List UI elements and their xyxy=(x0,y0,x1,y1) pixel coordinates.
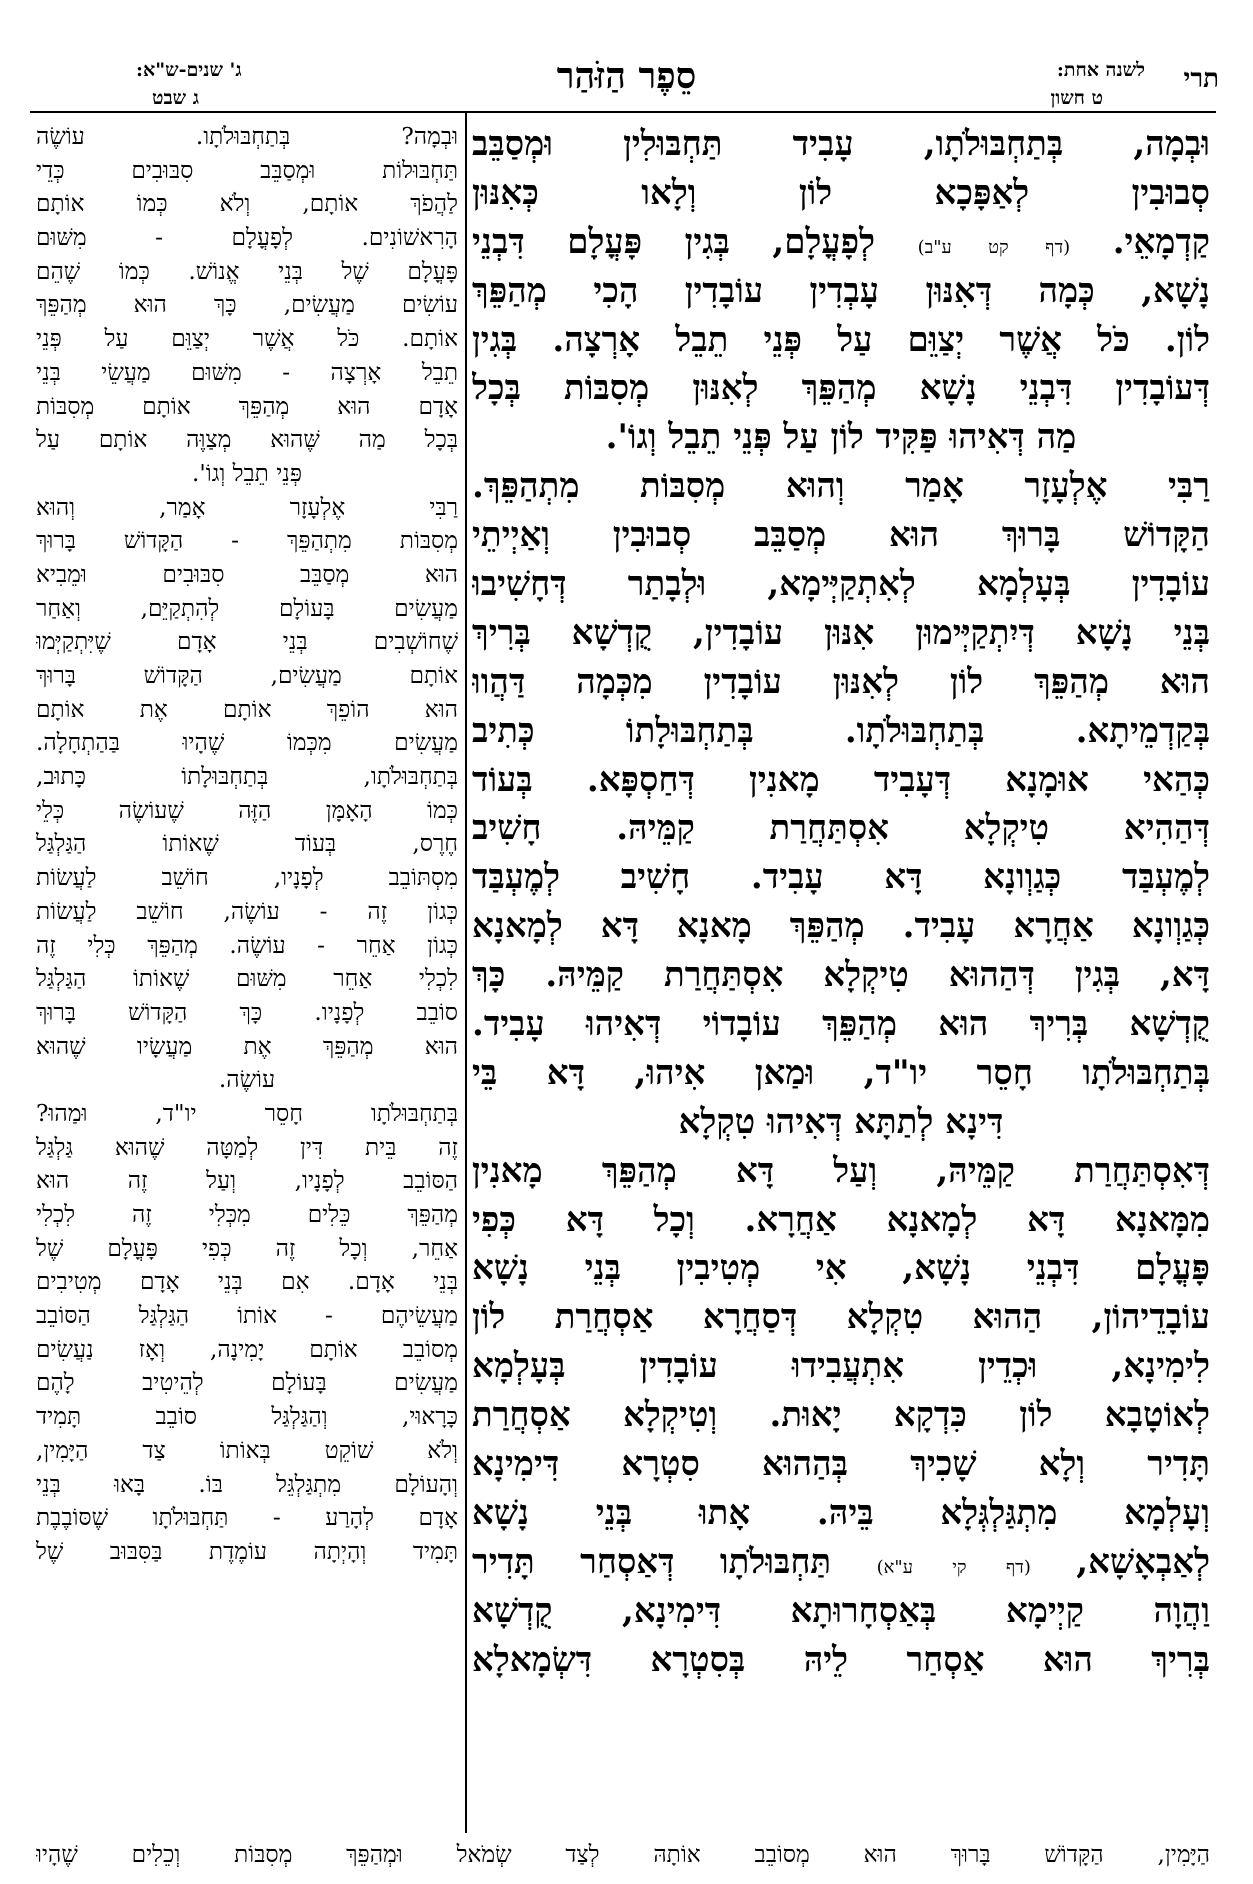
translation-line: אַחֵר, וְכָל זֶה כְּפִי פָּעֳלָם שֶׁל xyxy=(36,1234,458,1262)
translation-line: חֶרֶס, בְּעוֹד שֶׁאוֹתוֹ הַגַּלְגַּל xyxy=(36,830,458,858)
main-line-text: לוֹן. כֹּל אֲשֶׁר יְצַוֵּם עַל פְּנֵי תֵבֵל אָרְצָה. בְּגִין xyxy=(472,319,1210,360)
translation-line: כָּרָאוּי, וְהַגַּלְגַּל סוֹבֵב תָּמִיד xyxy=(36,1403,458,1431)
main-line xyxy=(472,413,1210,462)
main-line xyxy=(472,1440,1210,1489)
translation-line: מְהַפֵּךְ כֵּלִים מִכְּלִי זֶה לִכְלִי xyxy=(36,1201,458,1228)
main-line-text: לִימִינָא, וּכְדֵין אִתְעֲבִידוּ עוֹבָדִין בְּעָלְמָא xyxy=(472,1346,1210,1387)
translation-continuation-line: הַיָּמִין, הַקָּדוֹשׁ בָּרוּךְ הוּא מְסוֹבֵב אוֹתָהּ לְצַד שְׂמֹאל וּמְהַפֵּךְ מְסִבּוֹת וְכֵלִים שֶׁהָיוּ xyxy=(36,1841,1210,1868)
translation-line: הָרִאשׁוֹנִים. לְפָעֳלָם - מִשּׁוּם xyxy=(36,224,458,252)
date-hebrew-right: ט חשון xyxy=(1050,87,1103,109)
translation-line: תֵבֵל אָרְצָה - מִשּׁוּם מַעֲשֵׂי בְּנֵי xyxy=(36,358,458,386)
translation-line: סוֹבֵב לְפָנָיו. כָּךְ הַקָּדוֹשׁ בָּרוּךְ xyxy=(36,998,458,1026)
main-line-text: וַהֲוָה קַיְימָא בְּאַסְחָרוּתָא דִּימִינָא, קֻדְשָׁא xyxy=(472,1590,1210,1631)
main-line-text: לְאוֹטָבָא לוֹן כִּדְקָא יָאוּת. וְטִיקְלָא אַסְחֲרַת xyxy=(472,1395,1210,1436)
main-line-text: קַדְמָאֵי. xyxy=(1112,221,1210,262)
main-line-text: עוֹבָדִין בְּעָלְמָא לְאִתְקַיְּימָא, וּלְבָתַר דְּחָשִׁיבוּ xyxy=(472,564,1210,605)
date-hebrew-left: ג שבט xyxy=(152,87,199,109)
main-line-text: כְּגַוְונָא אַחֲרָא עָבִיד. מְהַפֵּךְ מָאנָא דָּא לְמָאנָא xyxy=(472,906,1210,947)
main-line-text: פָּעֳלָם דִּבְנֵי נָשָׁא, אִי מְטִיבִין בְּנֵי נָשָׁא xyxy=(472,1248,1210,1289)
translation-line: בְּכָל מַה שֶּׁהוּא מְצַוֶּה אוֹתָם עַל xyxy=(36,426,458,454)
translation-line: מַעֲשִׂים מִכְּמוֹ שֶׁהָיוּ בַּהַתְחָלָה. xyxy=(36,729,458,757)
main-line-text: רַבִּי אֶלְעָזָר אָמַר וְהוּא מְסִבּוֹת מִתְהַפֵּךְ. xyxy=(472,466,1210,507)
main-line xyxy=(472,609,1210,658)
main-line xyxy=(472,804,1210,853)
translation-line: כְּמוֹ הָאָמָּן הַזֶּה שֶׁעוֹשֶׂה כְּלֵי xyxy=(36,796,458,824)
translation-line: תַּחְבּוּלוֹת וּמְסַבֵּב סִבּוּבִים כְּדֵי xyxy=(36,156,458,184)
main-line-text: מַה דְּאִיהוּ פַּקִּיד לוֹן עַל פְּנֵי תֵבֵל וְגוֹ'. xyxy=(605,417,1077,458)
translation-line: אָדָם לְהָרַע - תַּחְבּוּלֹתָו שֶׁסּוֹבֶבֶת xyxy=(36,1504,458,1532)
main-line xyxy=(472,951,1210,1000)
translation-line: רַבִּי אֶלְעָזָר אָמַר, וְהוּא xyxy=(36,493,458,521)
main-line-text: בְּקַדְמֵיתָא. בְּתַחְבּוּלֹתָו. בְּתַחְבּוּלָתוֹ כְּתִיב xyxy=(472,710,1210,751)
main-line xyxy=(472,267,1210,316)
main-line xyxy=(472,1587,1210,1636)
main-line xyxy=(472,1391,1210,1440)
main-line-text: דְּעוֹבָדִין דִּבְנֵי נָשָׁא מְהַפֵּךְ לְאִנּוּן מְסִבּוֹת בְּכָל xyxy=(472,368,1210,409)
translation-line: אוֹתָם מַעֲשִׂים, הַקָּדוֹשׁ בָּרוּךְ xyxy=(36,662,458,689)
translation-line: הוּא הוֹפֵךְ אוֹתָם אֶת אוֹתָם xyxy=(36,695,458,723)
translation-line: אָדָם הוּא מְהַפֵּךְ אוֹתָם מְסִבּוֹת xyxy=(36,392,458,420)
main-line-text: דָּא, בְּגִין דְּהַהוּא טִיקְלָא אִסְתַּחֲרַת קַמֵּיהּ. כָּךְ xyxy=(472,955,1210,996)
translation-line: הוּא מְסַבֵּב סִבּוּבִים וּמֵבִיא xyxy=(36,560,458,588)
main-line xyxy=(472,511,1210,560)
main-line-text: הַקָּדוֹשׁ בָּרוּךְ הוּא מְסַבֵּב סְבוּבִין וְאַיְיתֵי xyxy=(472,515,1210,556)
main-line-text: סְבוּבִין לְאַפָּכָא לוֹן וְלָאו כְּאִנּוּן xyxy=(472,172,1210,213)
main-line-text: וְעָלְמָא מִתְגַּלְגְּלָא בֵּיהּ. אָתוּ בְּנֵי נָשָׁא xyxy=(472,1492,1210,1533)
main-line-text: לְאַבְאָשָׁא, xyxy=(1076,1541,1210,1582)
translation-line: שֶׁחוֹשְׁבִים בְּנֵי אָדָם שֶׁיִּתְקַיְּמוּ xyxy=(36,628,458,656)
main-line-text: כְּהַאי אוּמָנָא דְּעָבִיד מָאנִין דְּחַסְפָּא. בְּעוֹד xyxy=(472,759,1210,800)
translation-line: מִסְתּוֹבֵב לְפָנָיו, חוֹשֵׁב לַעֲשׂוֹת xyxy=(36,864,458,892)
main-line xyxy=(472,1342,1210,1391)
main-line xyxy=(472,1538,1210,1587)
main-line-text: עוֹבָדֵיהוֹן, הַהוּא טִקְלָא דְּסַחֲרָא אַסְחֲרַת לוֹן xyxy=(472,1297,1210,1338)
main-line-text: וּבְמָה, בְּתַחְבּוּלֹתָו, עָבִיד תַּחְבּוּלִין וּמְסַבֵּב xyxy=(472,124,1210,164)
main-line xyxy=(472,120,1210,169)
translation-line: לַהֲפֹךְ אוֹתָם, וְלֹא כְּמוֹ אוֹתָם xyxy=(36,190,458,218)
folio-reference: (דף קי ע"א) xyxy=(876,1556,1031,1578)
year-schedule-label: לשנה אחת: xyxy=(1056,59,1145,81)
main-line xyxy=(472,1098,1210,1147)
translation-line: לִכְלִי אַחֵר מִשּׁוּם שֶׁאוֹתוֹ הַגַּלְגַּל xyxy=(36,965,458,993)
main-line xyxy=(472,1000,1210,1049)
translation-line: עוֹשִׂים מַעֲשִׂים, כָּךְ הוּא מְהַפֵּךְ xyxy=(36,291,458,319)
main-line-text: לְמֶעְבַּד כְּגַוְונָא דָּא עָבִיד. חָשִׁיב לְמֶעְבַּד xyxy=(472,857,1210,898)
main-line-text: בְּתַחְבּוּלֹתָו חָסֵר יו"ד, וּמַאן אִיהוּ, דָּא בֵּי xyxy=(472,1052,1210,1093)
main-line-text: נָשָׁא, כְּמָה דְּאִנּוּן עָבְדִין עוֹבָדִין הָכִי מְהַפֵּךְ xyxy=(472,270,1210,311)
translation-line: הַסּוֹבֵב לְפָנָיו, וְעַל זֶה הוּא xyxy=(36,1167,458,1195)
translation-line: וּבְמָה? בְּתַחְבּוּלֹתָו. עוֹשֶׂה xyxy=(36,123,458,150)
column-divider xyxy=(465,113,467,1833)
main-line-text: הוּא מְהַפֵּךְ לוֹן לְאִנּוּן עוֹבָדִין מִכְּמָה דַּהֲווּ xyxy=(472,661,1210,702)
main-line xyxy=(472,169,1210,218)
main-line-text-continued: תַּחְבּוּלֹתָו דְּאַסְחַר תָּדִיר xyxy=(472,1541,832,1582)
main-line-text: דְּאִסְתַּחֲרַת קַמֵּיהּ, וְעַל דָּא מְהַפֵּךְ מָאנִין xyxy=(472,1150,1210,1191)
translation-line: מַעֲשֵׂיהֶם - אוֹתוֹ הַגַּלְגַּל הַסּוֹבֵב xyxy=(36,1302,458,1330)
main-line-text: מִמָּאנָא דָּא לְמָאנָא אַחֲרָא. וְכָל דָּא כְּפִי xyxy=(472,1199,1210,1240)
main-line xyxy=(472,462,1210,511)
translation-line: בְּתַחְבּוּלֹתָו, בְּתַחְבּוּלָתוֹ כָּתוּב, xyxy=(36,763,458,791)
main-line xyxy=(472,364,1210,413)
translation-line: כְּגוֹן זֶה - עוֹשֶׂה, חוֹשֵׁב לַעֲשׂוֹת xyxy=(36,897,458,925)
main-line-text: בְּרִיךְ הוּא אַסְחַר לֵיהּ בְּסִטְרָא דִּשְׂמָאלָא xyxy=(472,1639,1210,1680)
translation-line: מַעֲשִׂים בָּעוֹלָם לְהֵיטִיב לָהֶם xyxy=(36,1369,458,1397)
main-line xyxy=(472,1049,1210,1098)
main-line xyxy=(472,658,1210,707)
main-line xyxy=(472,756,1210,805)
translation-line: מְסִבּוֹת מִתְהַפֵּךְ - הַקָּדוֹשׁ בָּרוּךְ xyxy=(36,527,458,555)
main-line xyxy=(472,853,1210,902)
page-number: תרי xyxy=(1183,64,1219,94)
zohar-aramaic-column xyxy=(472,120,1210,1830)
main-line xyxy=(472,902,1210,951)
header-rule xyxy=(30,111,1216,113)
translation-line: פְּנֵי תֵבֵל וְגוֹ'. xyxy=(192,459,302,487)
book-title: סֵפֶר הַזֹּהַר xyxy=(556,55,697,97)
main-line-text: תָּדִיר וְלָא שָׁכִיךְ בְּהַהוּא סִטְרָא דִּימִינָא xyxy=(472,1444,1210,1485)
main-line xyxy=(472,1293,1210,1342)
translation-line: וְלֹא שׁוֹקֵט בְּאוֹתוֹ צַד הַיָּמִין, xyxy=(36,1436,458,1464)
main-line xyxy=(472,1244,1210,1293)
main-line-text: בְּנֵי נָשָׁא דְּיִתְקַיְּימוּן אִנּוּן עוֹבָדִין, קֻדְשָׁא בְּרִיךְ xyxy=(472,612,1210,653)
folio-reference: (דף קט ע"ב) xyxy=(917,236,1071,258)
main-line xyxy=(472,1196,1210,1245)
translation-line: וְהָעוֹלָם מִתְגַּלְגֵּל בּוֹ. בָּאוּ בְּנֵי xyxy=(36,1470,458,1498)
main-line xyxy=(472,1147,1210,1196)
main-line xyxy=(472,560,1210,609)
translation-line: אוֹתָם. כֹּל אֲשֶׁר יְצַוֵּם עַל פְּנֵי xyxy=(36,325,458,353)
translation-line: פָּעֳלָם שֶׁל בְּנֵי אֱנוֹשׁ. כְּמוֹ שֶׁהֵם xyxy=(36,257,458,285)
main-line-text: דְּהַהִיא טִיקְלָא אִסְתַּחֲרַת קַמֵּיהּ. חָשִׁיב xyxy=(472,808,1210,849)
translation-line: מְסוֹבֵב אוֹתָם יָמִינָה, וְאָז נַעֲשִׂים xyxy=(36,1335,458,1363)
translation-line: כְּגוֹן אַחֵר - עוֹשֶׂה. מְהַפֵּךְ כְּלִי זֶה xyxy=(36,931,458,959)
main-line xyxy=(472,707,1210,756)
translation-line: זֶה בֵּית דִּין לְמַטָּה שֶׁהוּא גַּלְגַּל xyxy=(36,1133,458,1161)
three-year-range-label: ג' שנים-ש"א: xyxy=(136,59,242,81)
translation-line: בְּתַחְבּוּלֹתָו חָסֵר יו"ד, וּמַהוּ? xyxy=(36,1099,458,1127)
main-line xyxy=(472,218,1210,267)
translation-line: תָּמִיד וְהָיְתָה עוֹמֶדֶת בַּסִּבּוּב שֶׁל xyxy=(36,1537,458,1565)
translation-line: מַעֲשִׂים בָּעוֹלָם לְהִתְקַיֵּם, וְאַחַר xyxy=(36,594,458,622)
translation-line: עוֹשֶׂה. xyxy=(218,1066,276,1094)
main-line-text-continued: לְפָעֳלָם, בְּגִין פָּעֳלָם דִּבְנֵי xyxy=(472,221,876,262)
hebrew-translation-column xyxy=(36,120,458,1830)
main-line-text: קֻדְשָׁא בְּרִיךְ הוּא מְהַפֵּךְ עוֹבָדוֹי דְּאִיהוּ עָבִיד. xyxy=(472,1004,1210,1045)
main-line-text: דִּינָא לְתַתָּא דְּאִיהוּ טִקְלָא xyxy=(678,1101,1004,1142)
main-line xyxy=(472,1489,1210,1538)
translation-line: בְּנֵי אָדָם. אִם בְּנֵי אָדָם מְטִיבִים xyxy=(36,1268,458,1296)
main-line xyxy=(472,316,1210,365)
main-line xyxy=(472,1636,1210,1685)
translation-line: הוּא מְהַפֵּךְ אֶת מַעֲשָׂיו שֶׁהוּא xyxy=(36,1032,458,1060)
